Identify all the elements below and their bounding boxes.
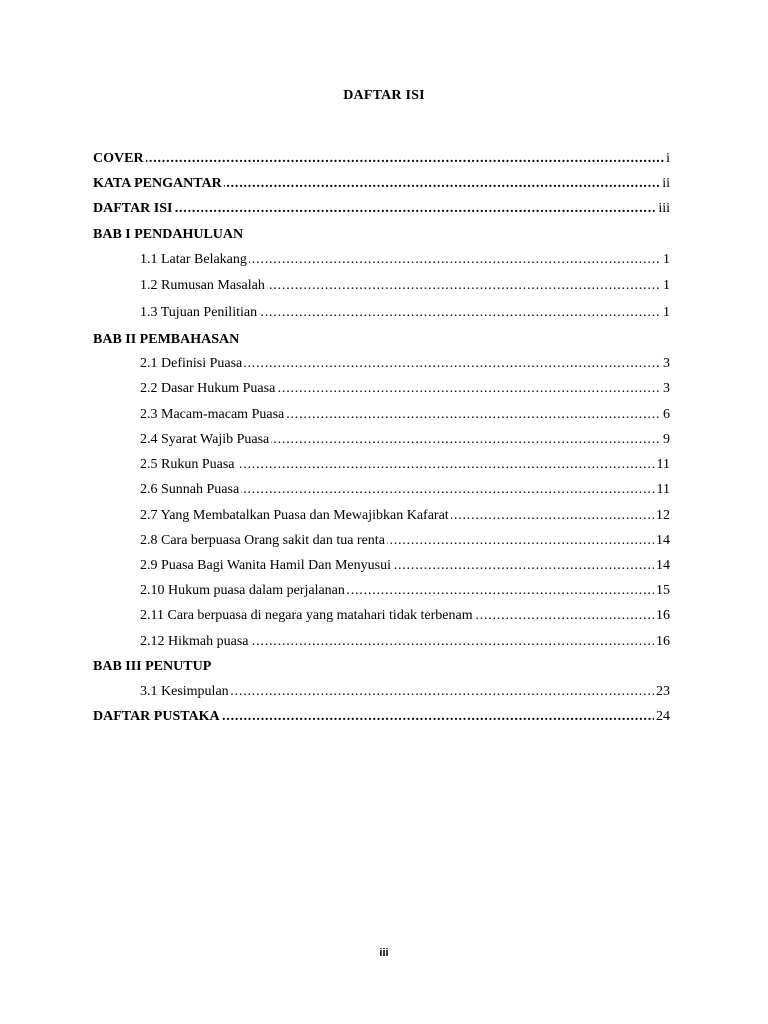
toc-entry	[140, 406, 670, 424]
dot-leader	[93, 150, 670, 168]
toc-entry-label: 2.10 Hukum puasa dalam perjalanan	[140, 583, 345, 598]
toc-entry-page: 11	[656, 457, 670, 472]
toc-entry-page: i	[666, 151, 670, 166]
toc-entry-label: 2.8 Cara berpuasa Orang sakit dan tua renta	[140, 533, 385, 548]
toc-entry	[140, 683, 670, 701]
toc-entry-label: 2.9 Puasa Bagi Wanita Hamil Dan Menyusui	[140, 558, 391, 573]
toc-entry-page: 12	[656, 508, 670, 523]
toc-entry-label: 1.1 Latar Belakang	[140, 252, 247, 267]
toc-entry-label: KATA PENGANTAR	[93, 176, 222, 191]
toc-entry	[140, 633, 670, 651]
chapter-heading-bab-2: BAB II PEMBAHASAN	[93, 332, 240, 347]
toc-entry-page: 11	[656, 482, 670, 497]
toc-entry	[140, 304, 670, 322]
toc-entry	[140, 355, 670, 373]
document-title: DAFTAR ISI	[343, 88, 425, 103]
toc-entry-label: 2.3 Macam-macam Puasa	[140, 407, 285, 422]
toc-entry-cover	[93, 150, 670, 168]
toc-entry-page: 1	[663, 278, 670, 293]
toc-entry-page: 24	[656, 709, 670, 724]
toc-entry	[140, 431, 670, 449]
toc-entry-page: 15	[656, 583, 670, 598]
toc-entry-page: 23	[656, 684, 670, 699]
toc-entry	[140, 582, 670, 600]
toc-entry-page: 3	[663, 356, 670, 371]
toc-entry-page: 6	[663, 407, 670, 422]
toc-entry-page: 14	[656, 533, 670, 548]
toc-entry-daftar-isi	[93, 200, 670, 218]
toc-entry-label: 3.1 Kesimpulan	[140, 684, 229, 699]
chapter-heading-bab-1: BAB I PENDAHULUAN	[93, 227, 244, 242]
toc-entry	[140, 277, 670, 295]
page-number: iii	[379, 947, 389, 959]
toc-entry-page: 1	[663, 305, 670, 320]
toc-entry-label: DAFTAR PUSTAKA	[93, 709, 220, 724]
toc-entry-label: 1.3 Tujuan Penilitian	[140, 305, 258, 320]
toc-entry-daftar-pustaka	[93, 708, 670, 726]
toc-entry	[140, 532, 670, 550]
toc-entry	[140, 380, 670, 398]
toc-entry-page: iii	[658, 201, 670, 216]
toc-entry-label: 2.11 Cara berpuasa di negara yang matahari tidak terbenam	[140, 608, 473, 623]
toc-entry-label: 2.1 Definisi Puasa	[140, 356, 243, 371]
toc-entry-label: COVER	[93, 151, 144, 166]
toc-entry-page: ii	[662, 176, 670, 191]
toc-entry-kata-pengantar	[93, 175, 670, 193]
toc-entry	[140, 607, 670, 625]
toc-entry-page: 14	[656, 558, 670, 573]
toc-entry	[140, 481, 670, 499]
toc-entry-page: 16	[656, 608, 670, 623]
toc-entry	[140, 251, 670, 269]
toc-entry-label: 2.12 Hikmah puasa	[140, 634, 249, 649]
dot-leader	[93, 200, 670, 218]
toc-entry-label: 2.6 Sunnah Puasa	[140, 482, 240, 497]
toc-entry-label: 2.5 Rukun Puasa	[140, 457, 235, 472]
toc-entry-page: 9	[663, 432, 670, 447]
toc-entry-page: 3	[663, 381, 670, 396]
toc-entry-page: 16	[656, 634, 670, 649]
toc-entry-label: DAFTAR ISI	[93, 201, 173, 216]
toc-entry-label: 2.7 Yang Membatalkan Puasa dan Mewajibkan Kafarat	[140, 508, 449, 523]
toc-entry	[140, 456, 670, 474]
chapter-heading-bab-3: BAB III PENUTUP	[93, 659, 212, 674]
toc-entry	[140, 557, 670, 575]
toc-entry-label: 1.2 Rumusan Masalah	[140, 278, 265, 293]
toc-entry-page: 1	[663, 252, 670, 267]
toc-entry-label: 2.4 Syarat Wajib Puasa	[140, 432, 270, 447]
toc-entry	[140, 507, 670, 525]
toc-entry-label: 2.2 Dasar Hukum Puasa	[140, 381, 276, 396]
